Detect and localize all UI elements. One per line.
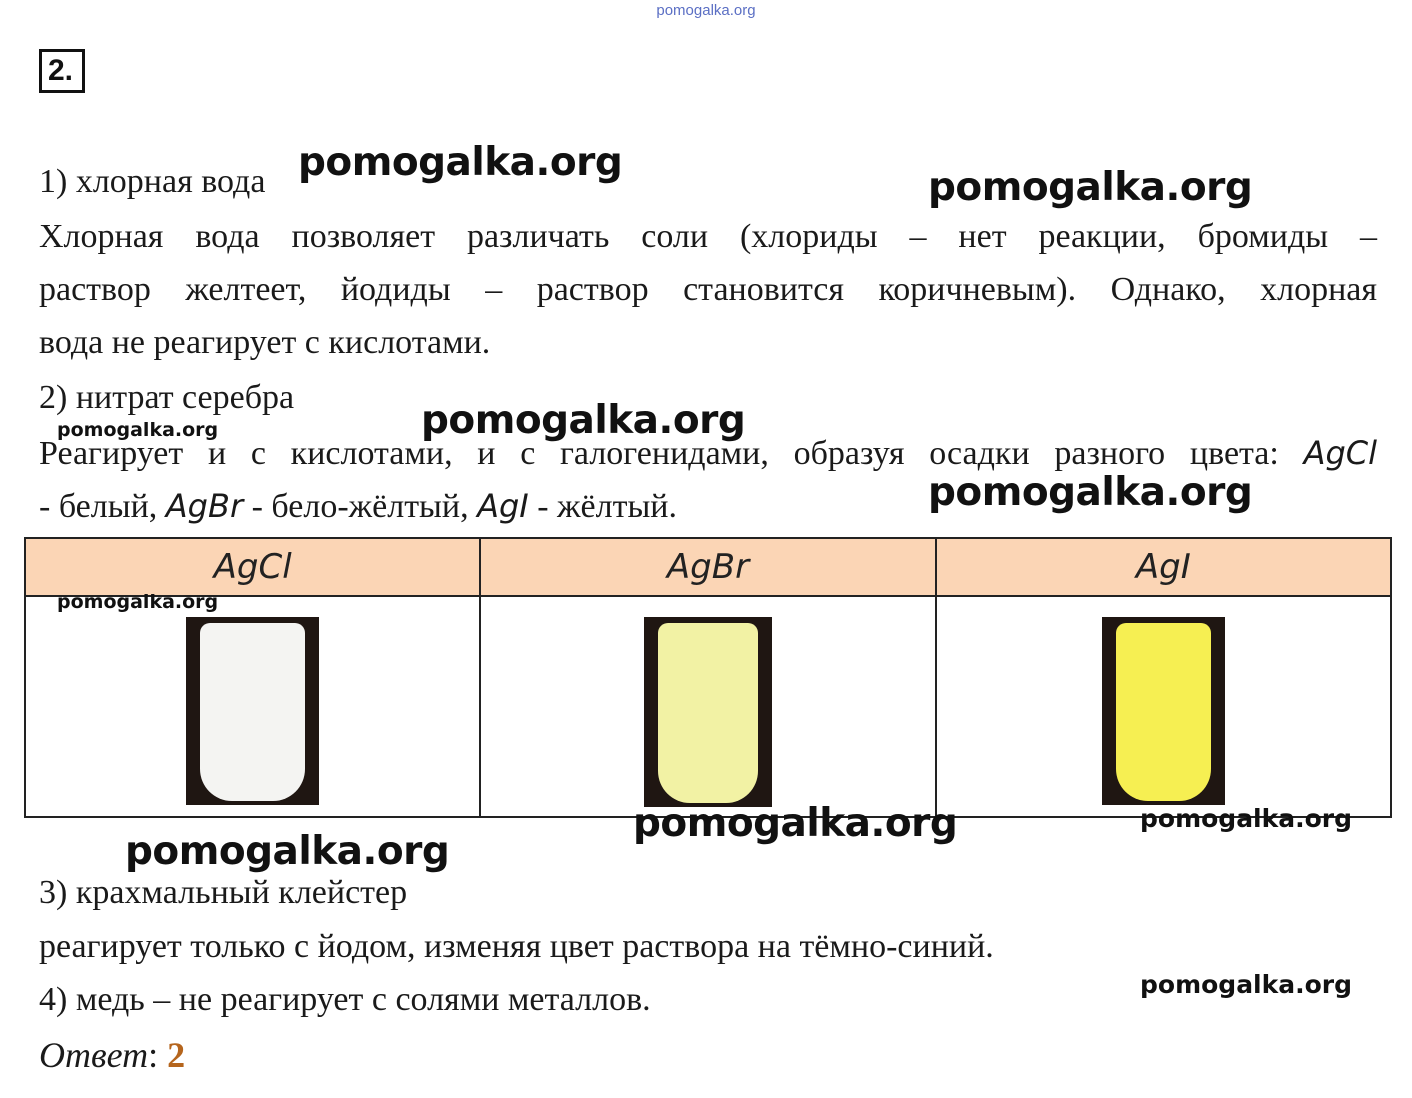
item-1-title: 1) хлорная вода	[39, 163, 266, 200]
precipitate-agi	[1116, 623, 1211, 801]
cell-agcl	[25, 596, 480, 817]
answer	[39, 1034, 185, 1076]
table-row	[25, 596, 1391, 817]
item-3-title: 3) крахмальный клейстер	[39, 874, 408, 911]
test-tube-image-agcl	[186, 617, 319, 805]
cell-agi	[936, 596, 1391, 817]
answer-label: Ответ	[39, 1035, 149, 1075]
site-watermark-top: pomogalka.org	[656, 2, 756, 19]
watermark: pomogalka.org	[633, 801, 958, 846]
watermark: pomogalka.org	[1140, 970, 1353, 999]
item-1-text-line-1: Хлорная вода позволяет различать соли (хлориды – нет реакции, бромиды –	[39, 218, 1377, 255]
cell-agbr	[480, 596, 935, 817]
watermark: pomogalka.org	[928, 470, 1253, 515]
watermark: pomogalka.org	[421, 398, 746, 443]
answer-colon: :	[148, 1035, 159, 1075]
answer-value: 2	[167, 1035, 186, 1075]
item-2-yellow: - жёлтый.	[537, 488, 678, 525]
item-1-text-line-2: раствор желтеет, йодиды – раствор становится коричневым). Однако, хлорная	[39, 271, 1377, 308]
item-3-text: реагирует только с йодом, изменяя цвет раствора на тёмно-синий.	[39, 928, 994, 965]
test-tube-image-agi	[1102, 617, 1225, 805]
task-number: 2.	[39, 49, 85, 93]
item-2-white: - белый,	[39, 488, 158, 525]
watermark: pomogalka.org	[125, 829, 450, 874]
precipitate-table	[24, 537, 1392, 818]
watermark: pomogalka.org	[57, 591, 219, 613]
watermark: pomogalka.org	[928, 165, 1253, 210]
watermark: pomogalka.org	[298, 140, 623, 185]
item-1-text	[39, 210, 1377, 369]
item-4-text: 4) медь – не реагирует с солями металлов.	[39, 981, 651, 1018]
precipitate-agcl	[200, 623, 305, 801]
formula-agcl: AgCl	[1303, 434, 1377, 472]
item-2-title: 2) нитрат серебра	[39, 379, 295, 416]
item-1-text-line-3: вода не реагирует с кислотами.	[39, 324, 491, 361]
table-header-agbr: AgBr	[480, 538, 935, 596]
table-header-agcl: AgCl	[25, 538, 480, 596]
precipitate-agbr	[658, 623, 758, 803]
test-tube-image-agbr	[644, 617, 772, 807]
watermark: pomogalka.org	[57, 419, 219, 441]
table-header-row	[25, 538, 1391, 596]
formula-agi: AgI	[477, 487, 529, 525]
item-2-text-main: Реагирует и с кислотами, и с галогенидами, образуя осадки разного цвета:	[39, 435, 1279, 472]
item-2-white-yellow: - бело-жёлтый,	[251, 488, 469, 525]
formula-agbr: AgBr	[165, 487, 244, 525]
watermark: pomogalka.org	[1140, 804, 1353, 833]
table-header-agi: AgI	[936, 538, 1391, 596]
